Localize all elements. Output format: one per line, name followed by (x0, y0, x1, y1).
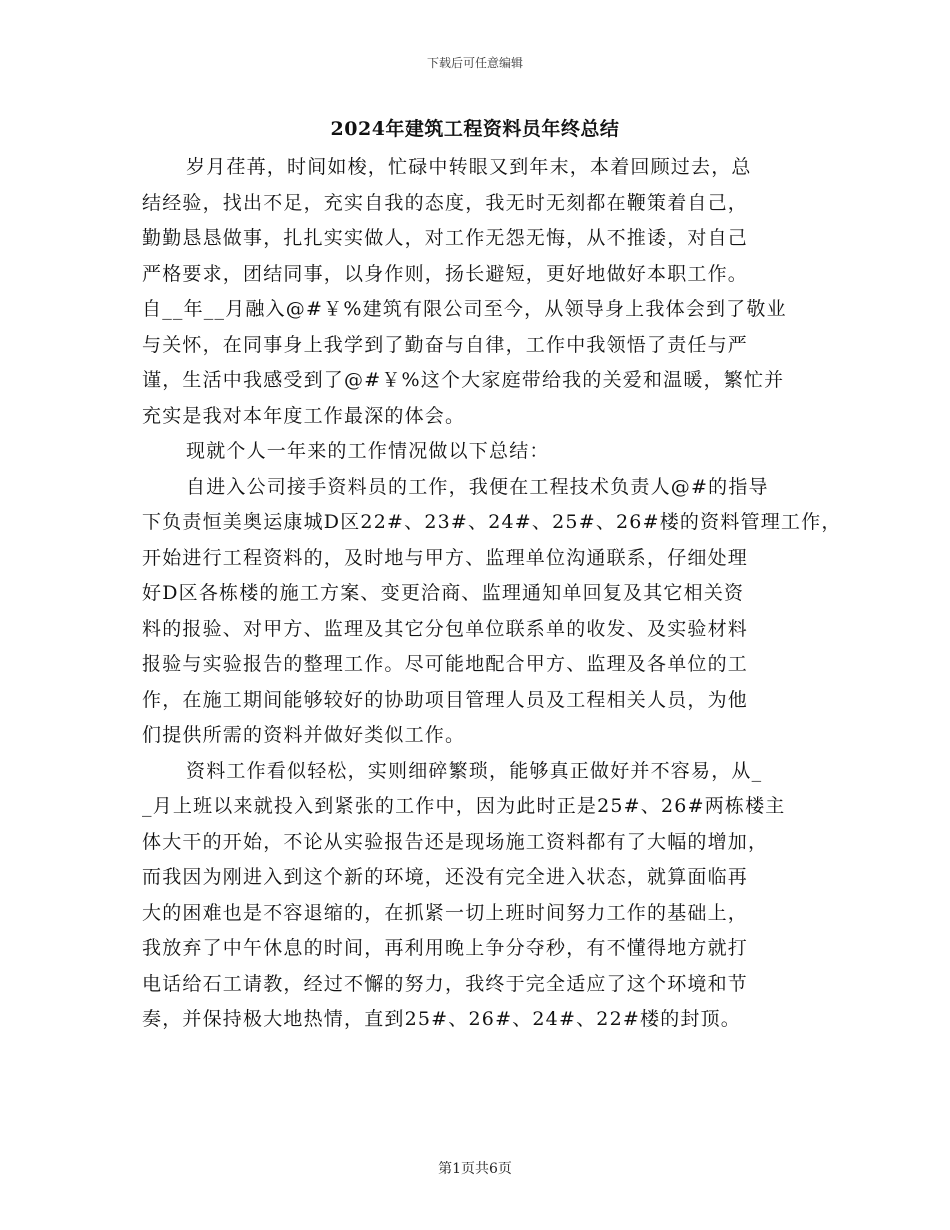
text-line: 而我因为刚进入到这个新的环境，还没有完全进入状态，就算面临再 (142, 866, 749, 888)
page-number: 第1页共6页 (438, 1161, 512, 1177)
text-line: 作，在施工期间能够较好的协助项目管理人员及工程相关人员，为他 (142, 688, 749, 711)
text-line: 充实是我对本年度工作最深的体会。 (142, 404, 466, 427)
text-line: 开始进行工程资料的，及时地与甲方、监理单位沟通联系，仔细处理 (142, 546, 749, 569)
text-line: 好D区各栋楼的施工方案、变更洽商、监理通知单回复及其它相关资 (142, 582, 745, 604)
text-line: 自进入公司接手资料员的工作，我便在工程技术负责人@#的指导 (186, 475, 769, 498)
text-line: 岁月荏苒，时间如梭，忙碌中转眼又到年末，本着回顾过去，总 (186, 156, 752, 178)
document-title: 2024年建筑工程资料员年终总结 (330, 118, 620, 140)
text-line: 资料工作看似轻松，实则细碎繁琐，能够真正做好并不容易，从_ (186, 759, 763, 782)
text-line: 自__年__月融入@#￥%建筑有限公司至今，从领导身上我体会到了敬业 (142, 298, 787, 320)
text-line: 体大干的开始，不论从实验报告还是现场施工资料都有了大幅的增加， (142, 830, 769, 853)
text-line: 大的困难也是不容退缩的，在抓紧一切上班时间努力工作的基础上， (142, 901, 749, 924)
header-note: 下载后可任意编辑 (426, 56, 523, 70)
text-line: _月上班以来就投入到紧张的工作中，因为此时正是25#、26#两栋楼主 (142, 795, 786, 817)
text-line: 我放弃了中午休息的时间，再利用晚上争分夺秒，有不懂得地方就打 (142, 937, 749, 959)
text-line: 下负责恒美奥运康城D区22#、23#、24#、25#、26#楼的资料管理工作， (142, 511, 842, 533)
text-line: 报验与实验报告的整理工作。尽可能地配合甲方、监理及各单位的工 (142, 653, 749, 675)
text-line: 电话给石工请教，经过不懈的努力，我终于完全适应了这个环境和节 (142, 972, 749, 995)
text-line: 料的报验、对甲方、监理及其它分包单位联系单的收发、及实验材料 (142, 617, 749, 640)
text-line: 结经验，找出不足，充实自我的态度，我无时无刻都在鞭策着自己， (142, 191, 749, 214)
text-line: 勤勤恳恳做事，扎扎实实做人，对工作无怨无悔，从不推诿，对自己 (142, 227, 749, 249)
text-line: 严格要求，团结同事，以身作则，扬长避短，更好地做好本职工作。 (142, 262, 749, 285)
text-line: 与关怀，在同事身上我学到了勤奋与自律，工作中我领悟了责任与严 (142, 333, 749, 356)
text-line: 现就个人一年来的工作情况做以下总结： (186, 440, 550, 462)
text-line: 谨，生活中我感受到了@#￥%这个大家庭带给我的关爱和温暖，繁忙并 (142, 369, 785, 391)
text-line: 们提供所需的资料并做好类似工作。 (142, 724, 466, 746)
text-line: 奏，并保持极大地热情，直到25#、26#、24#、22#楼的封顶。 (142, 1008, 741, 1030)
document-body (142, 150, 842, 1038)
